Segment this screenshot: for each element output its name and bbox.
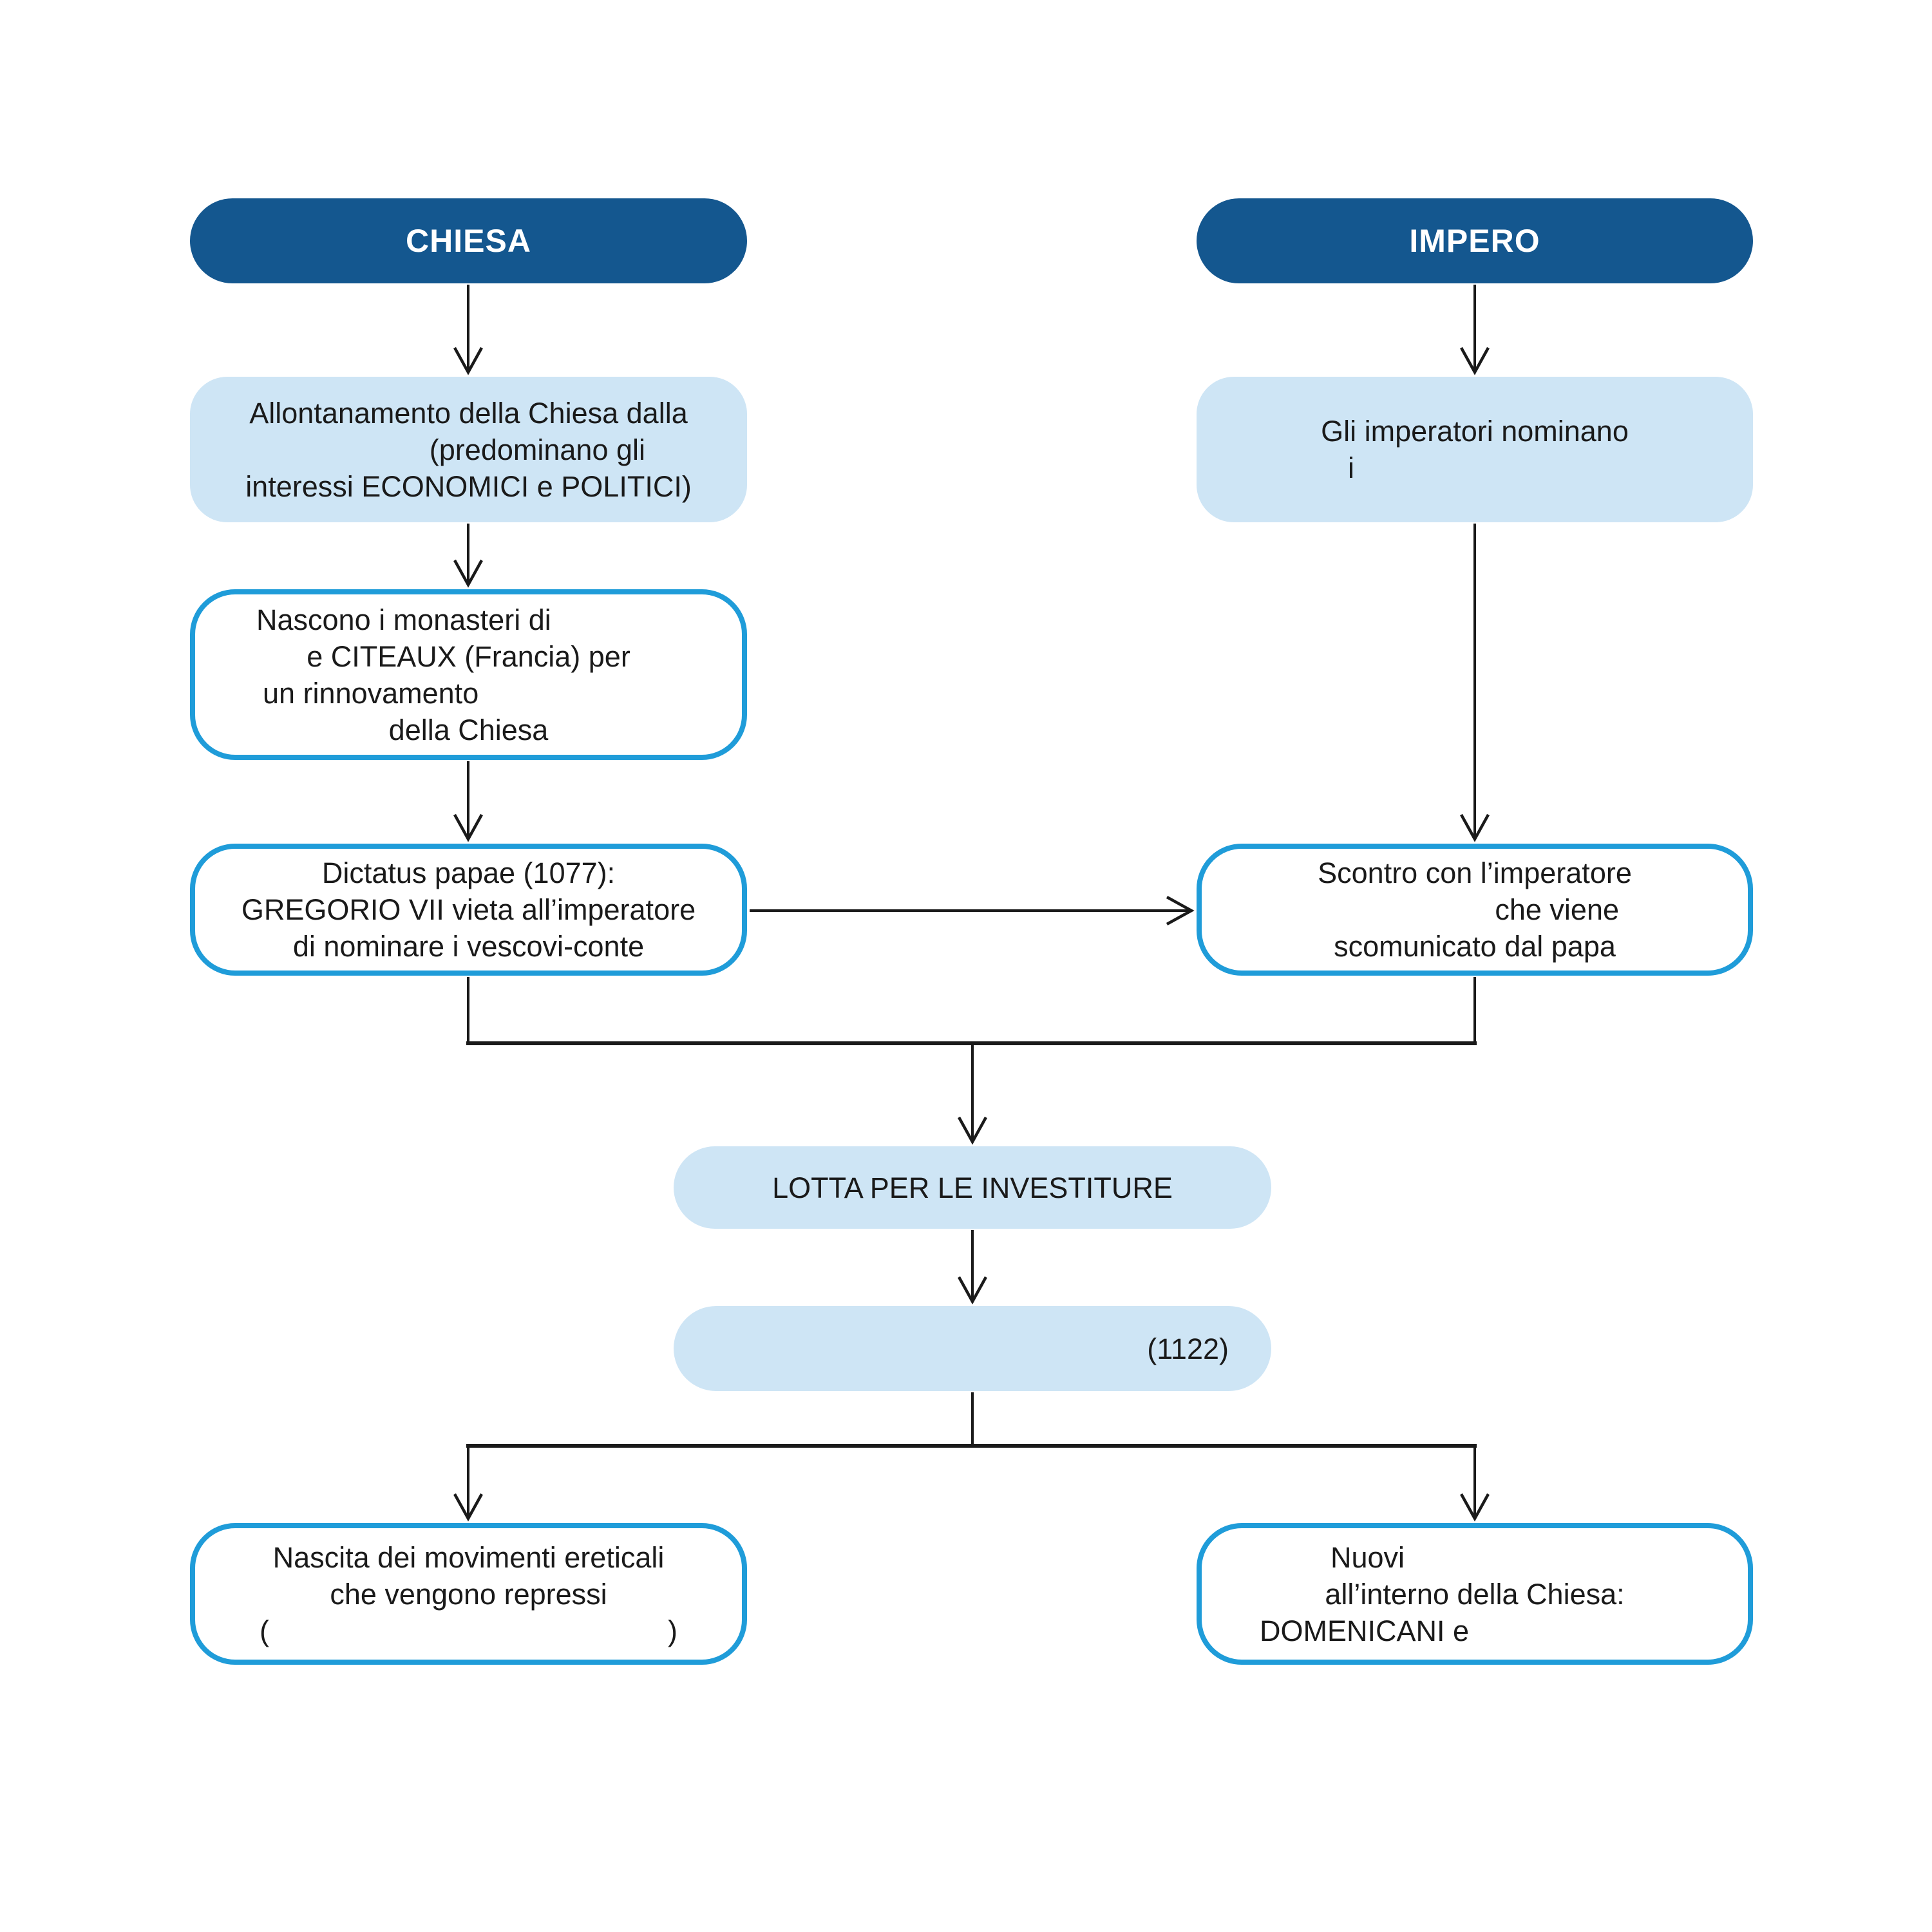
- box-scontro-line1: Scontro con l’imperatore: [1318, 857, 1632, 889]
- box-scontro-imperatore: [1197, 844, 1753, 976]
- box-monasteri-line2: e CITEAUX (Francia) per: [307, 639, 630, 673]
- box-ordini-line3: DOMENICANI e: [1260, 1614, 1470, 1647]
- header-chiesa: [190, 198, 747, 283]
- box-dictatus-papae: [190, 844, 747, 976]
- box-scontro-line3: scomunicato dal papa: [1334, 930, 1616, 963]
- box-nuovi-ordini: [1197, 1523, 1753, 1665]
- box-dictatus-line3: di nominare i vescovi-conte: [292, 930, 645, 963]
- box-ereticali-paren-line: [195, 1613, 742, 1649]
- header-chiesa-label: CHIESA: [406, 222, 531, 259]
- box-monasteri-line1: Nascono i monasteri di: [256, 603, 551, 636]
- pill-concordato-1122: [674, 1306, 1271, 1391]
- box-allontanamento-line1: Allontanamento della Chiesa dalla: [249, 396, 688, 430]
- box-monasteri-line3: un rinnovamento: [263, 676, 479, 710]
- box-allontanamento-chiesa: [190, 377, 747, 522]
- box-ordini-line2: all’interno della Chiesa:: [1325, 1577, 1625, 1611]
- box-imperatori-nominano: [1197, 377, 1753, 522]
- pill-lotta-label: LOTTA PER LE INVESTITURE: [772, 1171, 1173, 1204]
- box-scontro-line2: che viene: [1495, 893, 1619, 926]
- box-monasteri: [190, 589, 747, 760]
- box-monasteri-line4: della Chiesa: [388, 713, 549, 746]
- box-ereticali-line1: Nascita dei movimenti ereticali: [272, 1540, 665, 1574]
- box-dictatus-line2: GREGORIO VII vieta all’imperatore: [241, 893, 696, 926]
- box-imperatori-line1: Gli imperatori nominano: [1321, 415, 1629, 448]
- header-impero: [1197, 198, 1753, 283]
- box-ereticali-line2: che vengono repressi: [330, 1577, 607, 1611]
- box-allontanamento-line3: interessi ECONOMICI e POLITICI): [245, 469, 692, 503]
- box-imperatori-line2: i: [1348, 451, 1354, 484]
- paren-close: ): [668, 1614, 677, 1647]
- box-ordini-line1: Nuovi: [1331, 1540, 1405, 1574]
- pill-concordato-label: (1122): [1147, 1332, 1229, 1365]
- header-impero-label: IMPERO: [1409, 222, 1540, 259]
- box-allontanamento-line2: (predominano gli: [429, 433, 645, 466]
- box-dictatus-line1: Dictatus papae (1077):: [321, 857, 616, 889]
- box-movimenti-ereticali: [190, 1523, 747, 1665]
- pill-lotta-investiture: [674, 1146, 1271, 1229]
- paren-open: (: [260, 1614, 269, 1647]
